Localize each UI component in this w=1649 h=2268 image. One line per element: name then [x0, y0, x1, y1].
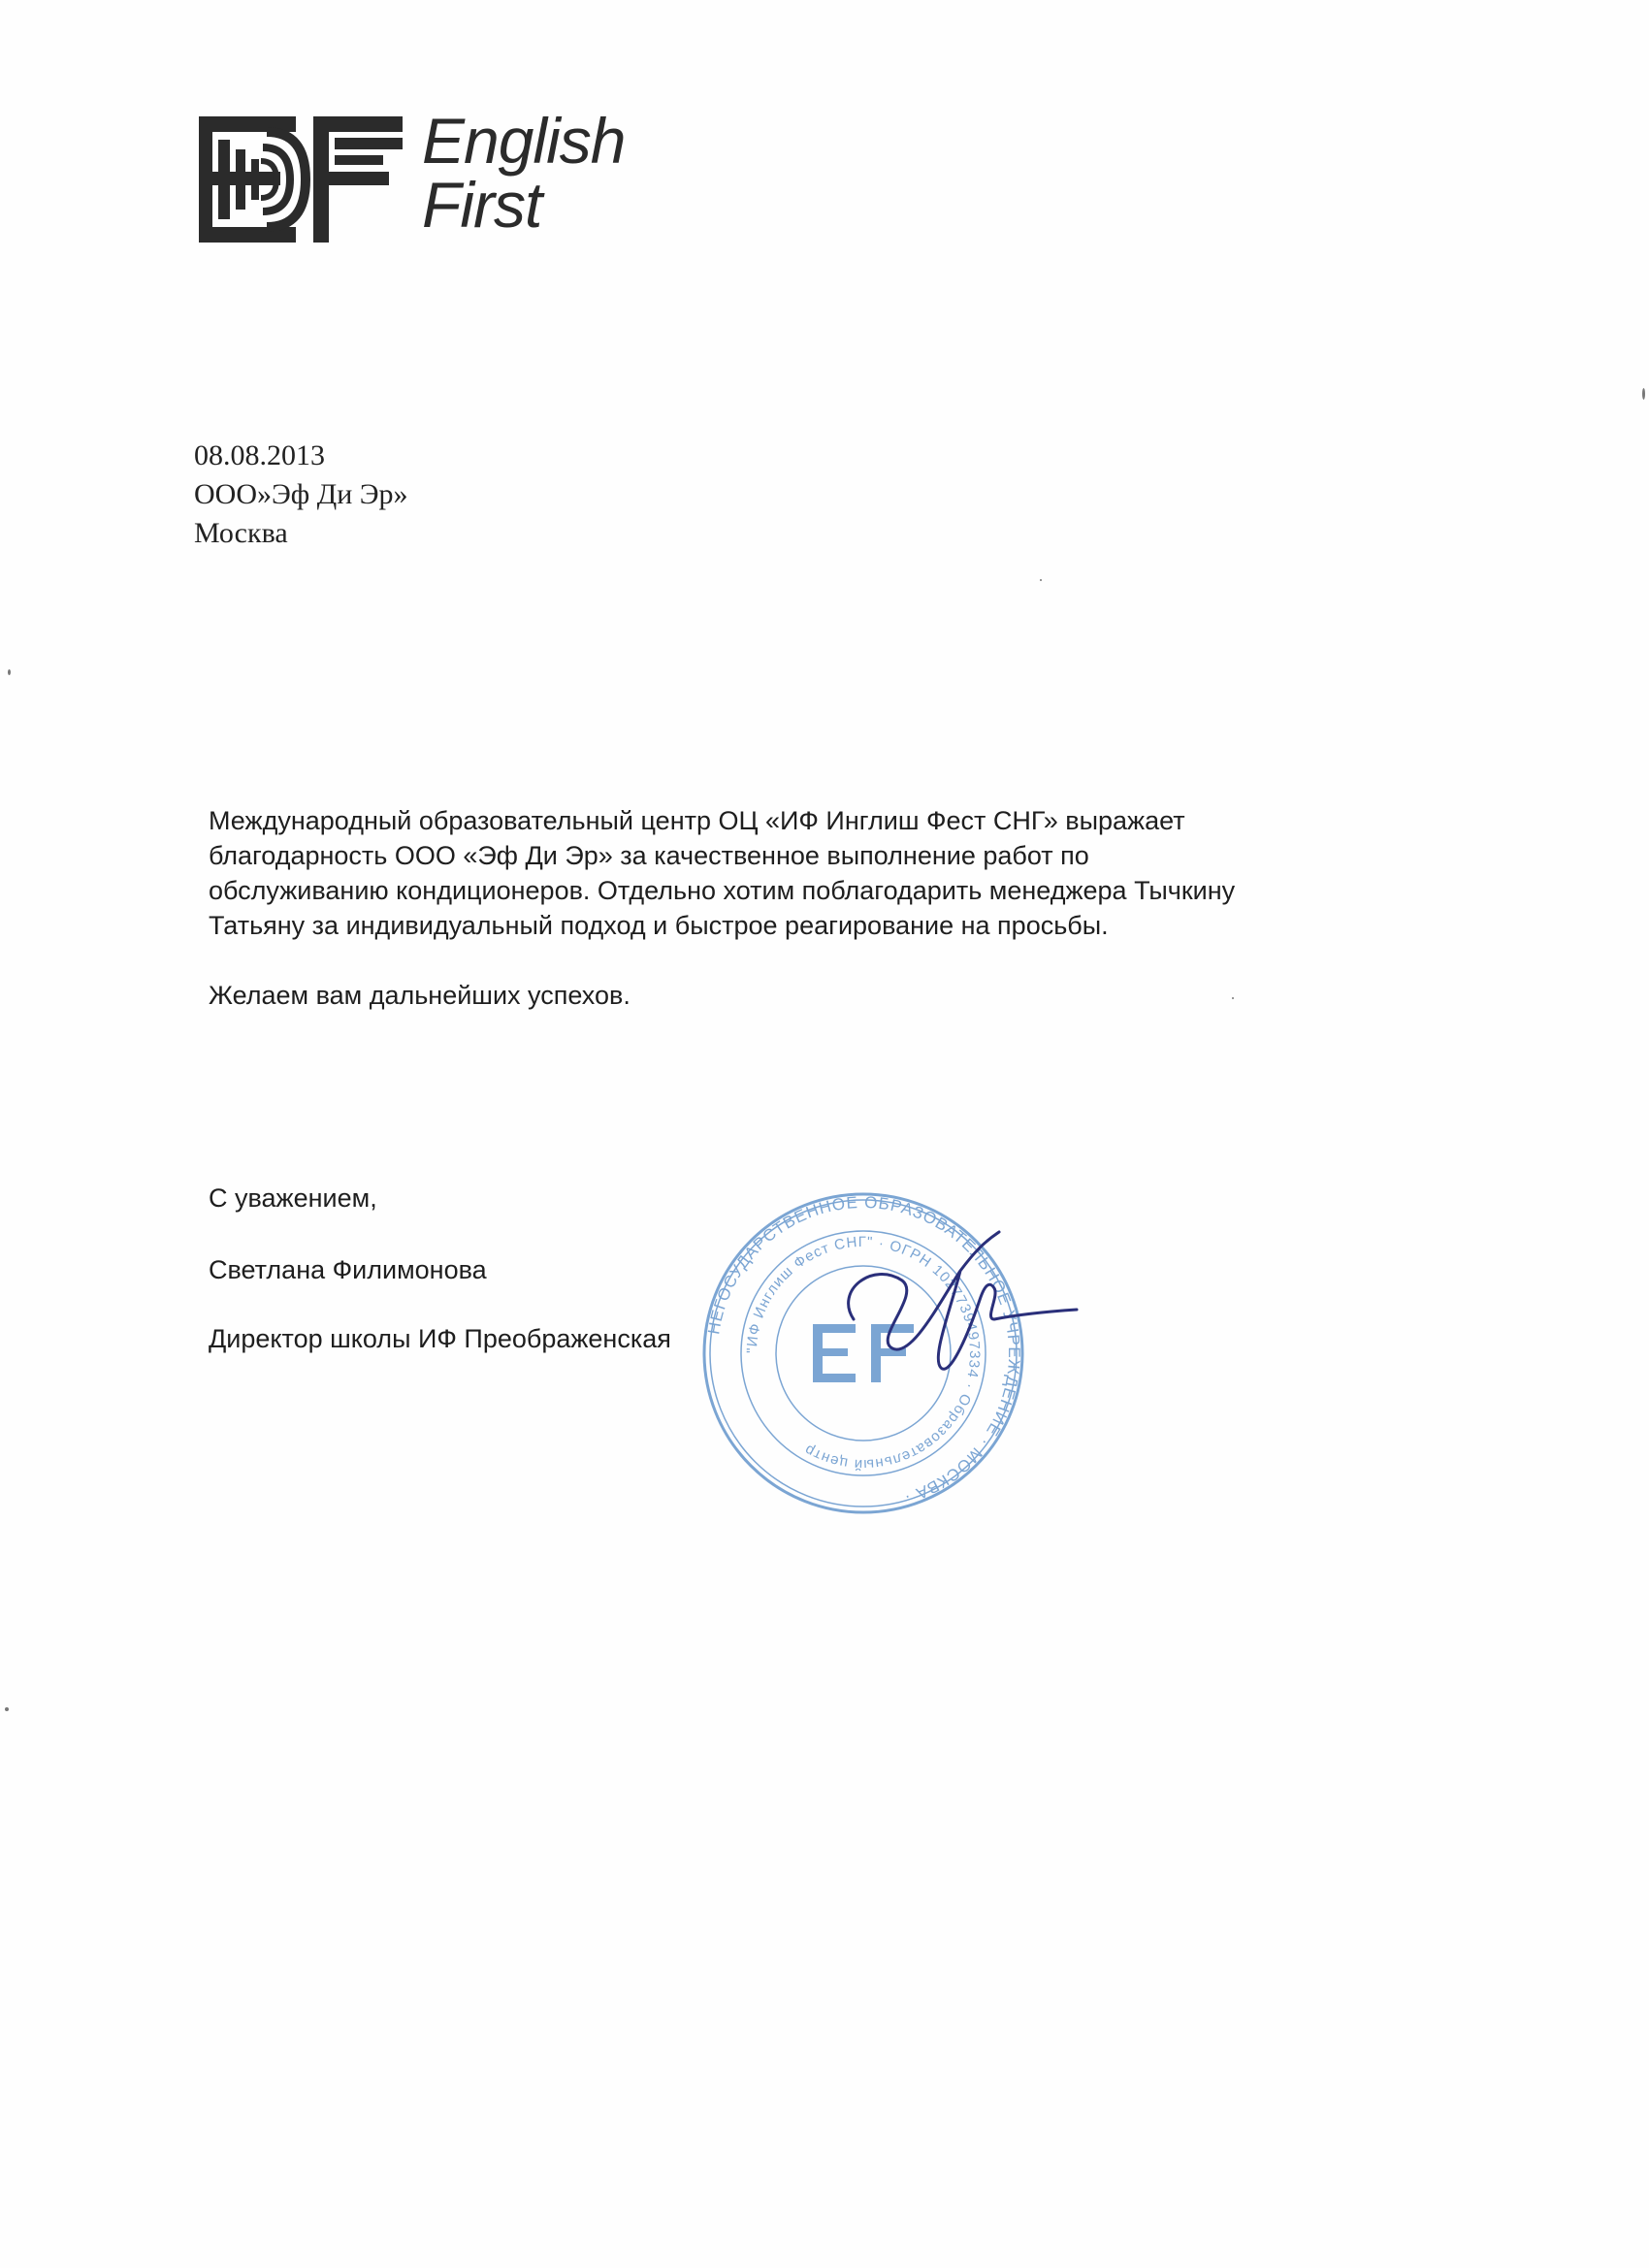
- scan-speck: [8, 669, 11, 675]
- scan-speck: [1642, 388, 1645, 400]
- letter-header: [194, 437, 408, 553]
- signature: [815, 1213, 1086, 1387]
- logo-wordmark-first: First: [422, 169, 542, 241]
- scan-speck: [1232, 997, 1234, 999]
- scan-speck: [1040, 579, 1042, 581]
- svg-text:"ИФ Инглиш Фест СНГ" · ОГРН 10: "ИФ Инглиш Фест СНГ" · ОГРН 1027739497334 · Образовательный центр: [743, 1233, 984, 1474]
- body-line: Международный образовательный центр ОЦ «ИФ Инглиш Фест СНГ» выражает: [209, 806, 1185, 835]
- signer-title: Директор школы ИФ Преображенская: [209, 1324, 671, 1353]
- letter-date: 08.08.2013: [194, 439, 325, 471]
- svg-text:НЕГОСУДАРСТВЕННОЕ ОБРАЗОВАТЕЛЬ: НЕГОСУДАРСТВЕННОЕ ОБРАЗОВАТЕЛЬНОЕ УЧРЕЖДЕНИЕ · МОСКВА ·: [704, 1192, 1024, 1507]
- letter-body: [209, 803, 1421, 943]
- recipient-company: ООО»Эф Ди Эр»: [194, 478, 408, 510]
- closing-regards: С уважением,: [209, 1183, 377, 1213]
- logo-wordmark: [422, 105, 626, 241]
- body-line: благодарность ООО «Эф Ди Эр» за качественное выполнение работ по: [209, 841, 1089, 870]
- letter-wish: Желаем вам дальнейших успехов.: [209, 981, 630, 1010]
- body-line: обслуживанию кондиционеров. Отдельно хотим поблагодарить менеджера Тычкину: [209, 876, 1236, 905]
- recipient-city: Москва: [194, 517, 288, 549]
- scan-speck: [5, 1707, 9, 1711]
- signer-name: Светлана Филимонова: [209, 1255, 487, 1284]
- logo-wordmark-english: English: [422, 105, 626, 177]
- body-line: Татьяну за индивидуальный подход и быстрое реагирование на просьбы.: [209, 911, 1109, 940]
- ef-logo-mark: [199, 116, 403, 243]
